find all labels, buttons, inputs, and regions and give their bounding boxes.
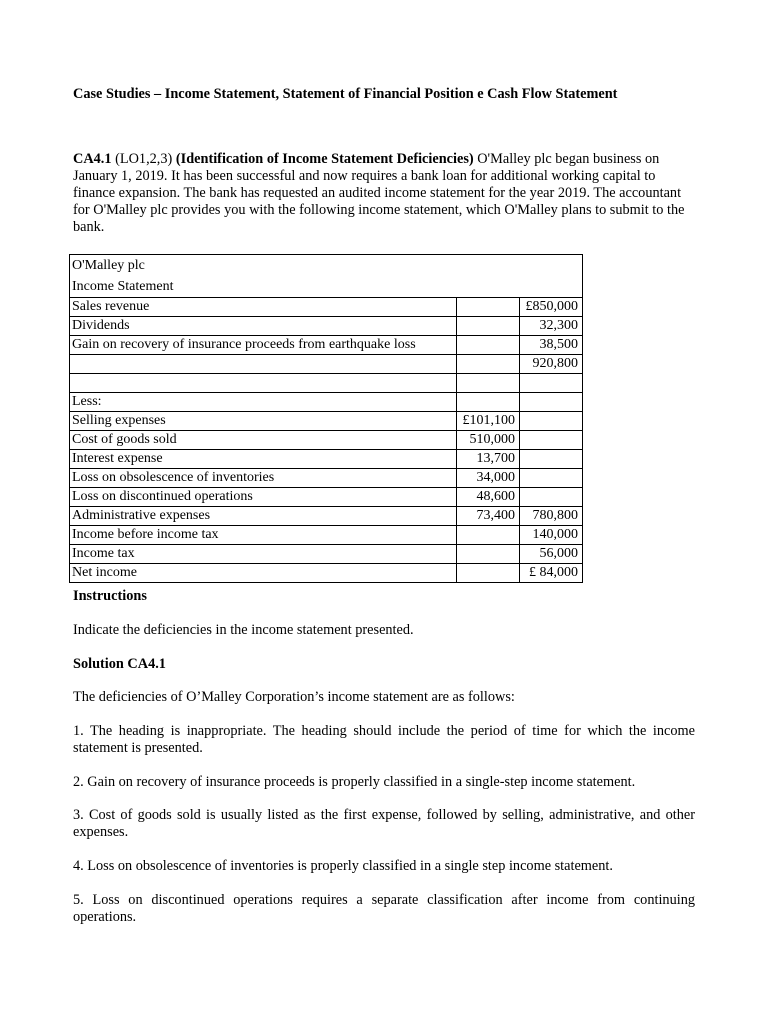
statement-row-amount: [457, 317, 520, 336]
statement-row-label: Less:: [70, 393, 457, 412]
instructions-heading: Instructions: [73, 588, 147, 604]
statement-row: [70, 469, 583, 488]
statement-row-total: [520, 450, 583, 469]
solution-point: 3. Cost of goods sold is usually listed as the first expense, followed by selling, administrative, and other expenses.: [73, 807, 695, 840]
statement-row-label: [70, 355, 457, 374]
statement-row-amount: [457, 298, 520, 317]
statement-row-total: [520, 374, 583, 393]
statement-title: Income Statement: [70, 277, 583, 298]
statement-row-total: [520, 469, 583, 488]
statement-row-total: 140,000: [520, 526, 583, 545]
statement-row-label: Loss on obsolescence of inventories: [70, 469, 457, 488]
statement-row-label: Income before income tax: [70, 526, 457, 545]
statement-row: [70, 526, 583, 545]
statement-row: [70, 317, 583, 336]
statement-row-label: Cost of goods sold: [70, 431, 457, 450]
statement-row-total: 38,500: [520, 336, 583, 355]
statement-row-amount: [457, 545, 520, 564]
statement-row-label: Loss on discontinued operations: [70, 488, 457, 507]
statement-row: [70, 507, 583, 526]
statement-row: [70, 393, 583, 412]
statement-row-amount: [457, 564, 520, 583]
statement-row-amount: [457, 336, 520, 355]
statement-row-total: 920,800: [520, 355, 583, 374]
statement-row-amount: [457, 374, 520, 393]
solution-point: 1. The heading is inappropriate. The heading should include the period of time for which the income statement is presented.: [73, 723, 695, 756]
statement-row-total: [520, 488, 583, 507]
statement-row-amount: 34,000: [457, 469, 520, 488]
case-id: CA4.1: [73, 151, 112, 167]
statement-row-amount: 13,700: [457, 450, 520, 469]
statement-company: O'Malley plc: [70, 255, 583, 278]
statement-row-total: 32,300: [520, 317, 583, 336]
statement-row-total: [520, 412, 583, 431]
statement-row-amount: 73,400: [457, 507, 520, 526]
statement-row: [70, 355, 583, 374]
statement-row-total: [520, 431, 583, 450]
statement-row-label: Income tax: [70, 545, 457, 564]
statement-row-label: Interest expense: [70, 450, 457, 469]
statement-row-total: £850,000: [520, 298, 583, 317]
statement-row-amount: [457, 526, 520, 545]
statement-row-amount: 48,600: [457, 488, 520, 507]
statement-row: [70, 450, 583, 469]
solution-point: 2. Gain on recovery of insurance proceeds is properly classified in a single-step income statement.: [73, 774, 636, 790]
statement-row-amount: £101,100: [457, 412, 520, 431]
case-topic: (Identification of Income Statement Deficiencies): [175, 151, 474, 167]
instructions-text: Indicate the deficiencies in the income statement presented.: [73, 622, 414, 638]
case-text: O'Malley plc began business on January 1, 2019. It has been successful and now requires a bank loan for additional working capital to finance expansion. The bank has requested an audited income statement for the year 2019. The accountant for O'Malley plc provides you with the following income statement, which O'Malley plans to submit to the bank.: [73, 151, 685, 235]
statement-row-label: Gain on recovery of insurance proceeds from earthquake loss: [70, 336, 457, 355]
statement-row: [70, 336, 583, 355]
statement-row-amount: [457, 355, 520, 374]
statement-row: [70, 564, 583, 583]
case-lo: (LO1,2,3): [115, 151, 173, 167]
solution-point: 5. Loss on discontinued operations requires a separate classification after income from continuing operations.: [73, 892, 695, 925]
statement-row-label: Selling expenses: [70, 412, 457, 431]
solution-heading: Solution CA4.1: [73, 656, 166, 672]
statement-row-label: Dividends: [70, 317, 457, 336]
statement-row-total: 56,000: [520, 545, 583, 564]
statement-row: [70, 545, 583, 564]
statement-row-label: Net income: [70, 564, 457, 583]
statement-row: [70, 488, 583, 507]
statement-row-label: Sales revenue: [70, 298, 457, 317]
page-title: Case Studies – Income Statement, Statement of Financial Position e Cash Flow Statement: [73, 86, 618, 102]
statement-row-total: [520, 393, 583, 412]
statement-row: [70, 412, 583, 431]
statement-row-total: £ 84,000: [520, 564, 583, 583]
statement-row-label: [70, 374, 457, 393]
solution-point: 4. Loss on obsolescence of inventories is properly classified in a single step income statement.: [73, 858, 613, 874]
statement-row: [70, 431, 583, 450]
statement-row: [70, 374, 583, 393]
statement-row-total: 780,800: [520, 507, 583, 526]
statement-row-amount: 510,000: [457, 431, 520, 450]
income-statement-table: [69, 254, 583, 583]
statement-row: [70, 298, 583, 317]
statement-row-label: Administrative expenses: [70, 507, 457, 526]
statement-row-amount: [457, 393, 520, 412]
solution-intro: The deficiencies of O’Malley Corporation’s income statement are as follows:: [73, 689, 515, 705]
case-intro: [73, 151, 695, 236]
